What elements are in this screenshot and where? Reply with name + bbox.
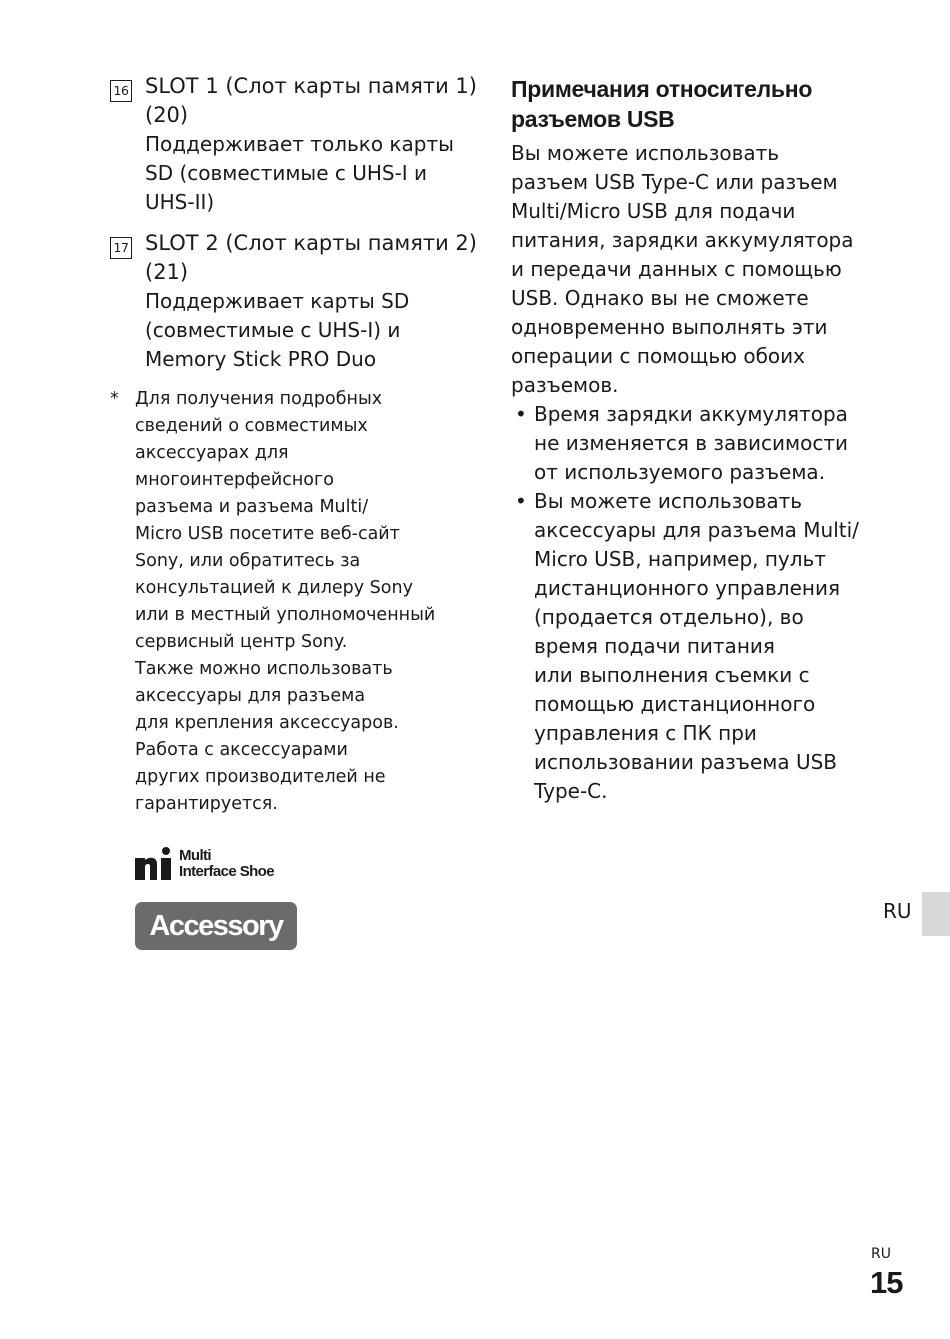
slot2-item (108, 229, 477, 374)
language-side-tab (922, 892, 950, 936)
mi-logo-text: Multi Interface Shoe (179, 847, 274, 880)
left-column (108, 72, 477, 990)
item-number-badge: 17 (110, 237, 132, 259)
page-number: 15 (870, 1265, 903, 1300)
accessory-shoe-logo: Accessory Shoe (135, 902, 297, 950)
slot2-description: Поддерживает карты SD (совместимые с UHS-I) и Memory Stick PRO Duo (145, 289, 410, 371)
footnote-marker: * (110, 389, 119, 409)
usb-notes-heading: Примечания относительно разъемов USB (511, 76, 813, 132)
list-item: • Вы можете использовать аксессуары для разъема Multi/ Micro USB, например, пульт дистанционного управления (продается отдельно), во время подачи питания или выполнения съемки с помощью дистанционного управления с ПК при использовании разъема USB Type-C. (515, 489, 859, 803)
right-column (511, 72, 881, 806)
bullet-marker: • (515, 402, 527, 426)
accessory-footnote: * Для получения подробных сведений о совместимых аксессуарах для многоинтерфейсного разъема и разъема Multi/ Micro USB посетите веб-сайт Sony, или обратитесь за консультацией к дилеру Sony или в местный уполномоченный сервисный центр Sony. Также можно использовать аксессуары для разъема для крепления аксессуаров. Работа с аксессуарами других производителей не гарантируется. (108, 386, 473, 818)
mi-logo-icon (135, 846, 173, 882)
item-number-badge: 16 (110, 80, 132, 102)
slot1-item (108, 72, 477, 217)
slot1-title: SLOT 1 (Слот карты памяти 1) (20) (145, 74, 477, 127)
language-tab-label: RU (883, 899, 912, 923)
slot2-title: SLOT 2 (Слот карты памяти 2) (21) (145, 231, 477, 284)
slot1-description: Поддерживает только карты SD (совместимые с UHS-I и UHS-II) (145, 132, 454, 214)
usb-notes-intro: Вы можете использовать разъем USB Type-C или разъем Multi/Micro USB для подачи питания, зарядки аккумулятора и передачи данных с помощью USB. Однако вы не сможете одновременно выполнять эти операции с помощью обоих разъемов. (511, 141, 854, 397)
page-language: RU (871, 1246, 891, 1262)
list-item: • Время зарядки аккумулятора не изменяется в зависимости от используемого разъема. (515, 402, 848, 484)
bullet-marker: • (515, 489, 527, 513)
multi-interface-shoe-logo (135, 846, 473, 882)
